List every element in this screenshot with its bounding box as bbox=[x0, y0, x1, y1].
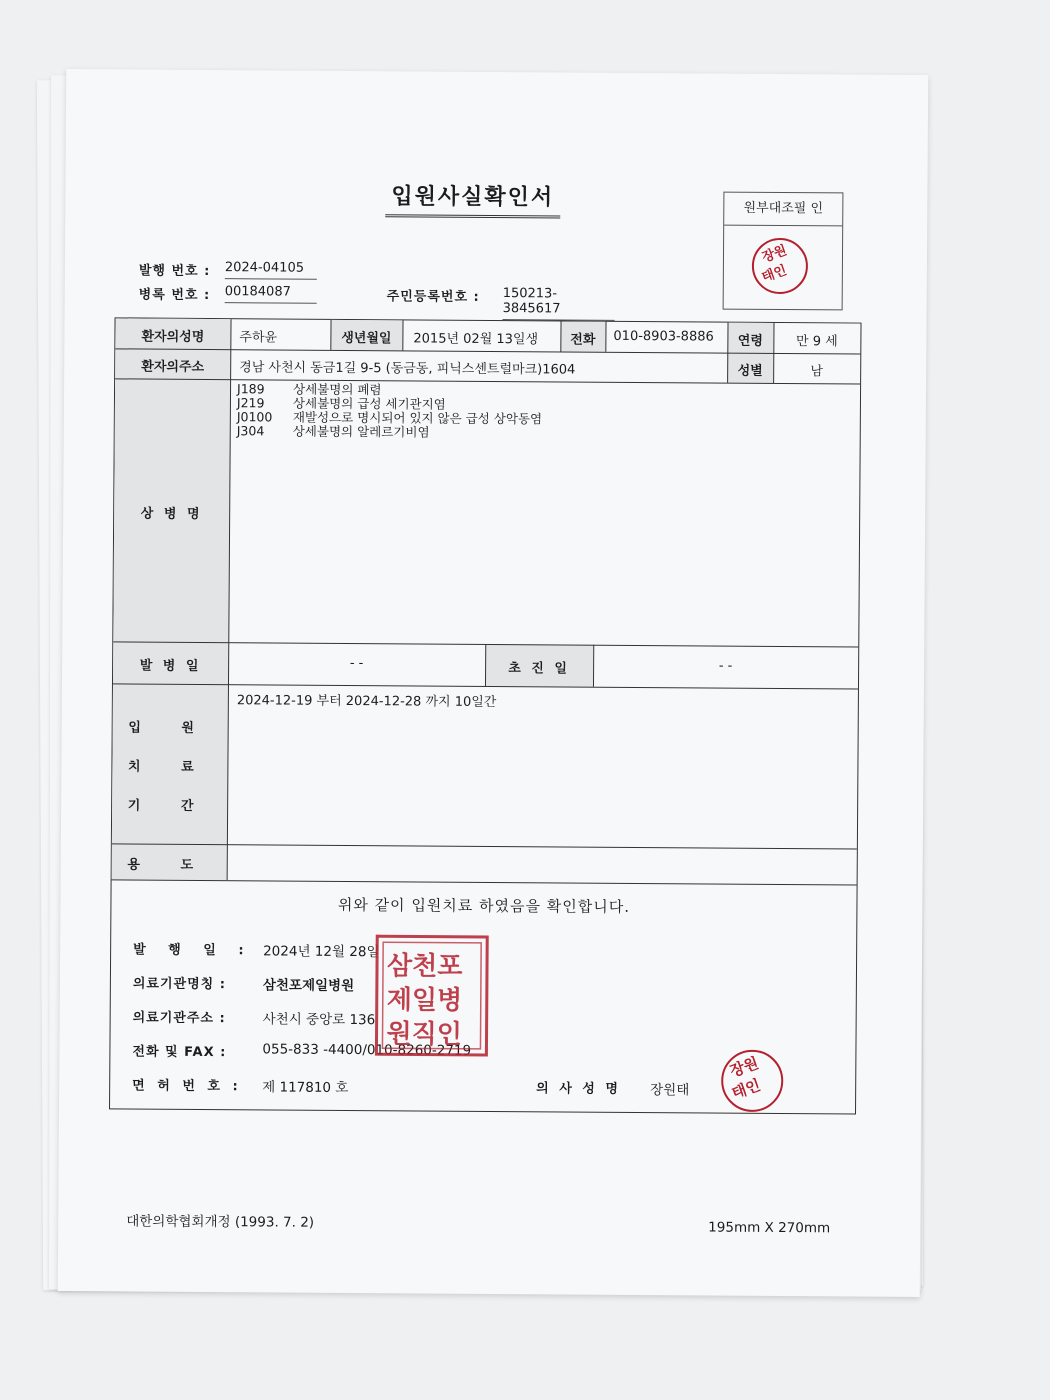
age-value: 만 9 세 bbox=[796, 334, 838, 350]
document-sheet bbox=[58, 69, 929, 1297]
patient-name-value: 주하윤 bbox=[239, 330, 278, 346]
hospital-name-value: 삼천포제일병원 bbox=[262, 977, 355, 995]
hospital-addr-value: 사천시 중앙로 136 bbox=[262, 1011, 376, 1029]
phone-value: 010-8903-8886 bbox=[613, 328, 714, 345]
admission-label-3: 기 간 bbox=[127, 798, 212, 815]
issue-no-label: 발행 번호 : bbox=[138, 263, 211, 280]
diagnosis-item: J304 상세불명의 알레르기비염 bbox=[236, 423, 430, 440]
diagnosis-item: J189 상세불명의 폐렴 bbox=[236, 381, 382, 398]
form-revision-note: 대한의학협회개정 (1993. 7. 2) bbox=[126, 1213, 315, 1231]
dob-value: 2015년 02월 13일생 bbox=[413, 331, 539, 348]
issue-date-label: 발 행 일 : bbox=[133, 942, 253, 959]
svg-text:원직인: 원직인 bbox=[386, 1019, 463, 1050]
phone-fax-label: 전화 및 FAX : bbox=[132, 1044, 227, 1061]
original-confirm-box bbox=[723, 192, 844, 311]
patient-name-label: 환자의성명 bbox=[141, 329, 205, 345]
doctor-seal-top bbox=[724, 226, 843, 309]
onset-label: 발 병 일 bbox=[139, 658, 202, 674]
sex-value: 남 bbox=[810, 364, 824, 380]
paper-size-note: 195mm X 270mm bbox=[708, 1219, 831, 1237]
admission-label-2: 치 료 bbox=[128, 759, 212, 776]
record-no-value: 00184087 bbox=[225, 284, 317, 304]
address-label: 환자의주소 bbox=[141, 359, 205, 375]
hospital-seal bbox=[372, 932, 491, 1059]
license-label: 면 허 번 호 : bbox=[132, 1078, 242, 1095]
phone-label: 전화 bbox=[570, 332, 596, 348]
issue-date-value: 2024년 12월 28일 bbox=[263, 943, 380, 961]
rrn-value: 150213-3845617 bbox=[503, 286, 615, 321]
admission-form-table bbox=[109, 317, 862, 1114]
doctor-label: 의 사 성 명 bbox=[536, 1081, 622, 1097]
onset-value: - - bbox=[349, 656, 364, 672]
first-visit-label: 초 진 일 bbox=[508, 661, 571, 677]
admission-label-1: 입 원 bbox=[128, 720, 213, 737]
svg-text:삼천포: 삼천포 bbox=[386, 951, 463, 982]
diagnosis-item: J219 상세불명의 급성 세기관지염 bbox=[236, 395, 446, 412]
diagnosis-item: J0100 재발성으로 명시되어 있지 않은 급성 상악동염 bbox=[236, 409, 543, 427]
phone-fax-value: 055-833 -4400/010-8260-2719 bbox=[262, 1041, 472, 1059]
svg-text:장원: 장원 bbox=[727, 1053, 761, 1081]
hospital-addr-label: 의료기관주소 : bbox=[132, 1010, 226, 1027]
svg-text:장원: 장원 bbox=[760, 243, 789, 266]
issue-no-value: 2024-04105 bbox=[225, 260, 317, 280]
diagnosis-list bbox=[237, 382, 543, 440]
rrn-label: 주민등록번호 : bbox=[386, 289, 480, 305]
document-title: 입원사실확인서 bbox=[385, 179, 560, 218]
license-value: 제 117810 호 bbox=[262, 1079, 349, 1096]
purpose-label: 용 도 bbox=[127, 857, 212, 874]
dob-label: 생년월일 bbox=[341, 330, 392, 347]
doctor-name: 장원태 bbox=[650, 1082, 690, 1099]
record-no-label: 병록 번호 : bbox=[138, 287, 211, 304]
confirm-statement: 위와 같이 입원치료 하였음을 확인합니다. bbox=[337, 895, 631, 916]
original-confirm-label: 원부대조필 인 bbox=[724, 193, 842, 227]
sex-label: 성별 bbox=[737, 363, 763, 379]
age-label: 연령 bbox=[737, 333, 764, 349]
doctor-seal-bottom bbox=[714, 1043, 791, 1120]
address-value: 경남 사천시 동금1길 9-5 (동금동, 피닉스센트럴마크)1604 bbox=[239, 360, 576, 378]
svg-text:태인: 태인 bbox=[760, 263, 789, 286]
svg-text:제일병: 제일병 bbox=[386, 985, 463, 1016]
svg-text:태인: 태인 bbox=[729, 1075, 763, 1103]
diagnosis-label: 상 병 명 bbox=[140, 506, 203, 522]
admission-period-value: 2024-12-19 부터 2024-12-28 까지 10일간 bbox=[236, 693, 497, 711]
hospital-name-label: 의료기관명칭 : bbox=[132, 976, 227, 993]
first-visit-value: - - bbox=[718, 658, 733, 674]
